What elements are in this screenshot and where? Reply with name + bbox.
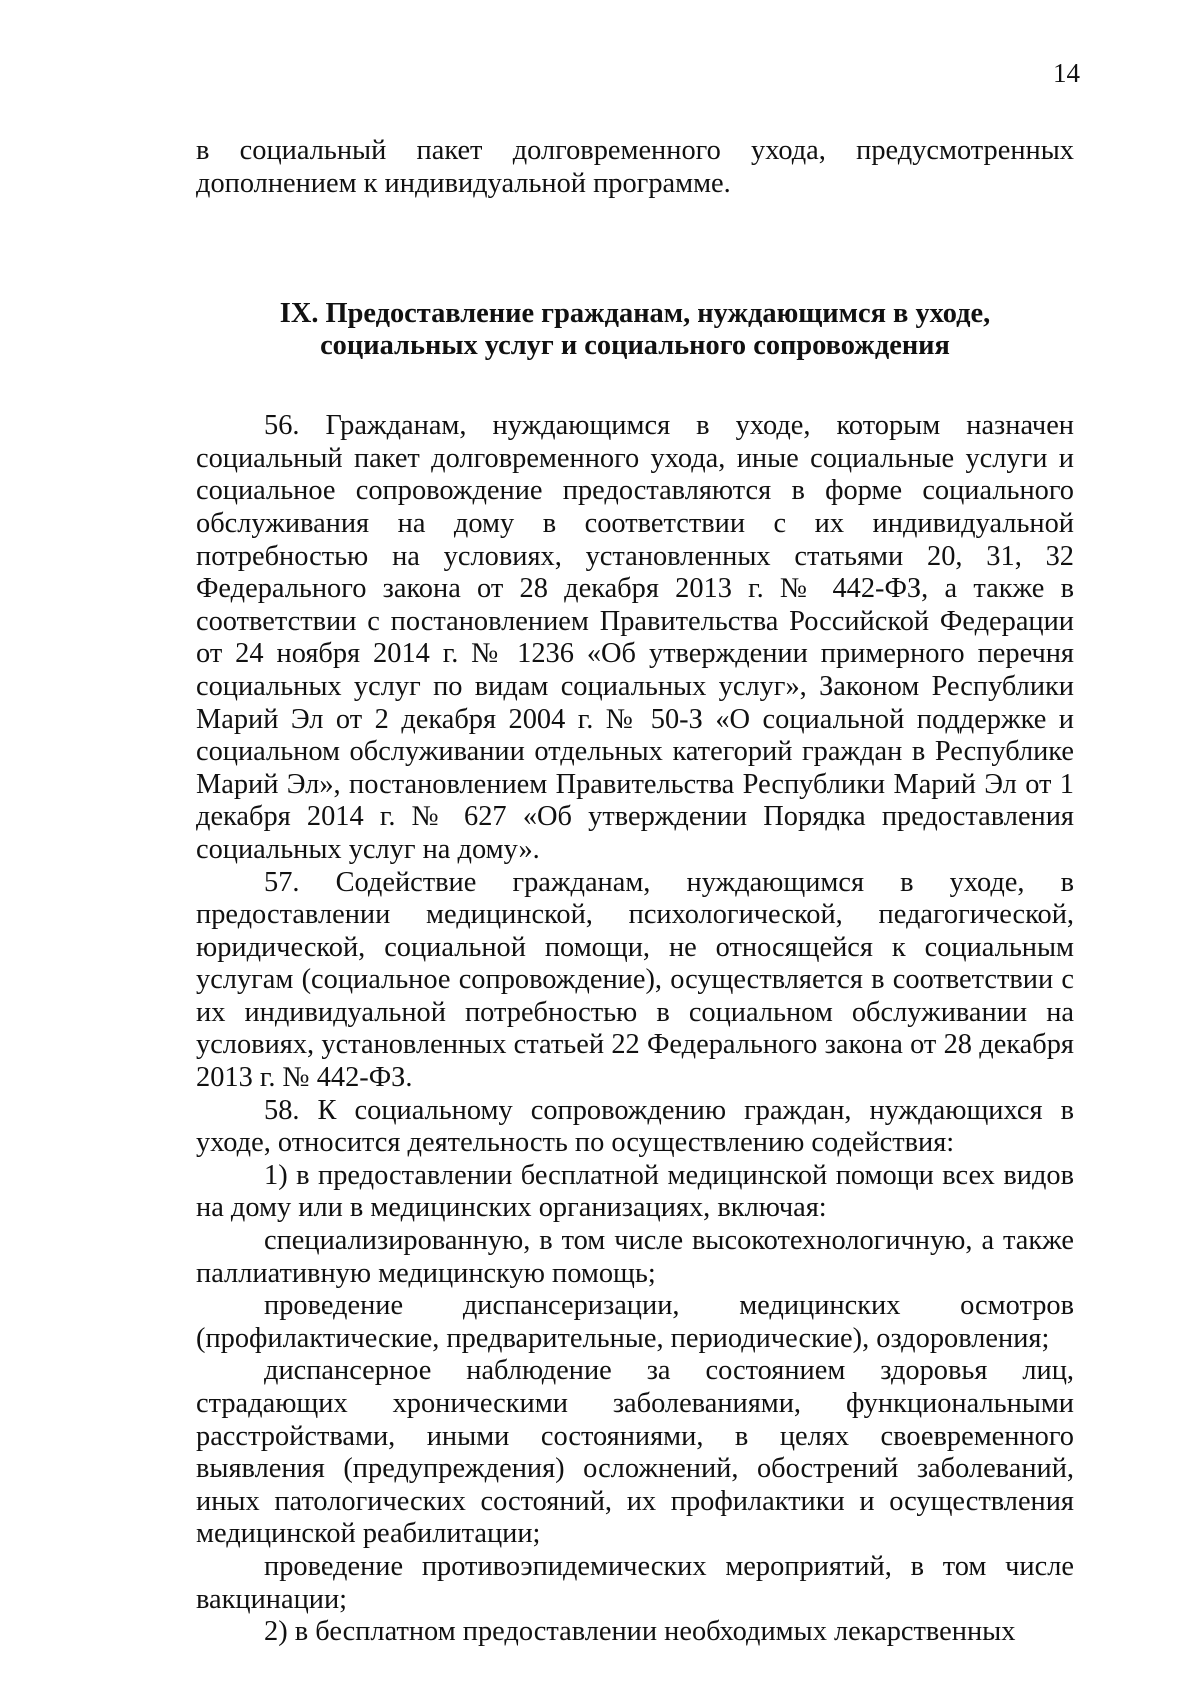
page-number: 14 <box>1053 58 1080 88</box>
intro-paragraph: в социальный пакет долговременного ухода, предусмотренных дополнением к индивидуальной программе. <box>196 135 1074 199</box>
section-title-line-2: социальных услуг и социального сопровождения <box>320 330 950 362</box>
sub-item-medical-examination: проведение диспансеризации, медицинских осмотров (профилактические, предварительные, периодические), оздоровления; <box>196 1290 1074 1354</box>
list-item-1: 1) в предоставлении бесплатной медицинской помощи всех видов на дому или в медицинских организациях, включая: <box>196 1159 1074 1224</box>
sub-item-dispensary-observation: диспансерное наблюдение за состоянием здоровья лиц, страдающих хроническими заболеваниями, функциональными расстройствами, иными состояниями, в целях своевременного выявления (предупреждения) осложнений, обострений заболеваний, иных патологических состояний, их профилактики и осуществления медицинской реабилитации; <box>196 1355 1074 1550</box>
sub-item-vaccination: проведение противоэпидемических мероприятий, в том числе вакцинации; <box>196 1550 1074 1615</box>
sub-item-specialized-care: специализированную, в том числе высокотехнологичную, а также паллиативную медицинскую помощь; <box>196 1225 1074 1289</box>
section-heading <box>196 298 1074 362</box>
paragraph-57: 57. Содействие гражданам, нуждающимся в уходе, в предоставлении медицинской, психологической, педагогической, юридической, социальной помощи, не относящейся к социальным услугам (социальное сопровождение), осуществляется в соответствии с их индивидуальной потребностью в социальном обслуживании на условиях, установленных статьей 22 Федерального закона от 28 декабря 2013 г. № 442-ФЗ. <box>196 866 1074 1094</box>
document-body <box>196 135 1074 1649</box>
section-title-line-1: IX. Предоставление гражданам, нуждающимся в уходе, <box>279 298 991 330</box>
paragraph-56: 56. Гражданам, нуждающимся в уходе, которым назначен социальный пакет долговременного ухода, иные социальные услуги и социальное сопровождение предоставляются в форме социального обслуживания на дому в соответствии с их индивидуальной потребностью на условиях, установленных статьями 20, 31, 32 Федерального закона от 28 декабря 2013 г. № 442-ФЗ, а также в соответствии с постановлением Правительства Российской Федерации от 24 ноября 2014 г. № 1236 «Об утверждении примерного перечня социальных услуг по видам социальных услуг», Законом Республики Марий Эл от 2 декабря 2004 г. № 50-З «О социальной поддержке и социальном обслуживании отдельных категорий граждан в Республике Марий Эл», постановлением Правительства Республики Марий Эл от 1 декабря 2014 г. № 627 «Об утверждении Порядка предоставления социальных услуг на дому». <box>196 410 1074 865</box>
paragraph-58: 58. К социальному сопровождению граждан, нуждающихся в уходе, относится деятельность по осуществлению содействия: <box>196 1094 1074 1159</box>
list-item-2: 2) в бесплатном предоставлении необходимых лекарственных <box>264 1616 1016 1648</box>
